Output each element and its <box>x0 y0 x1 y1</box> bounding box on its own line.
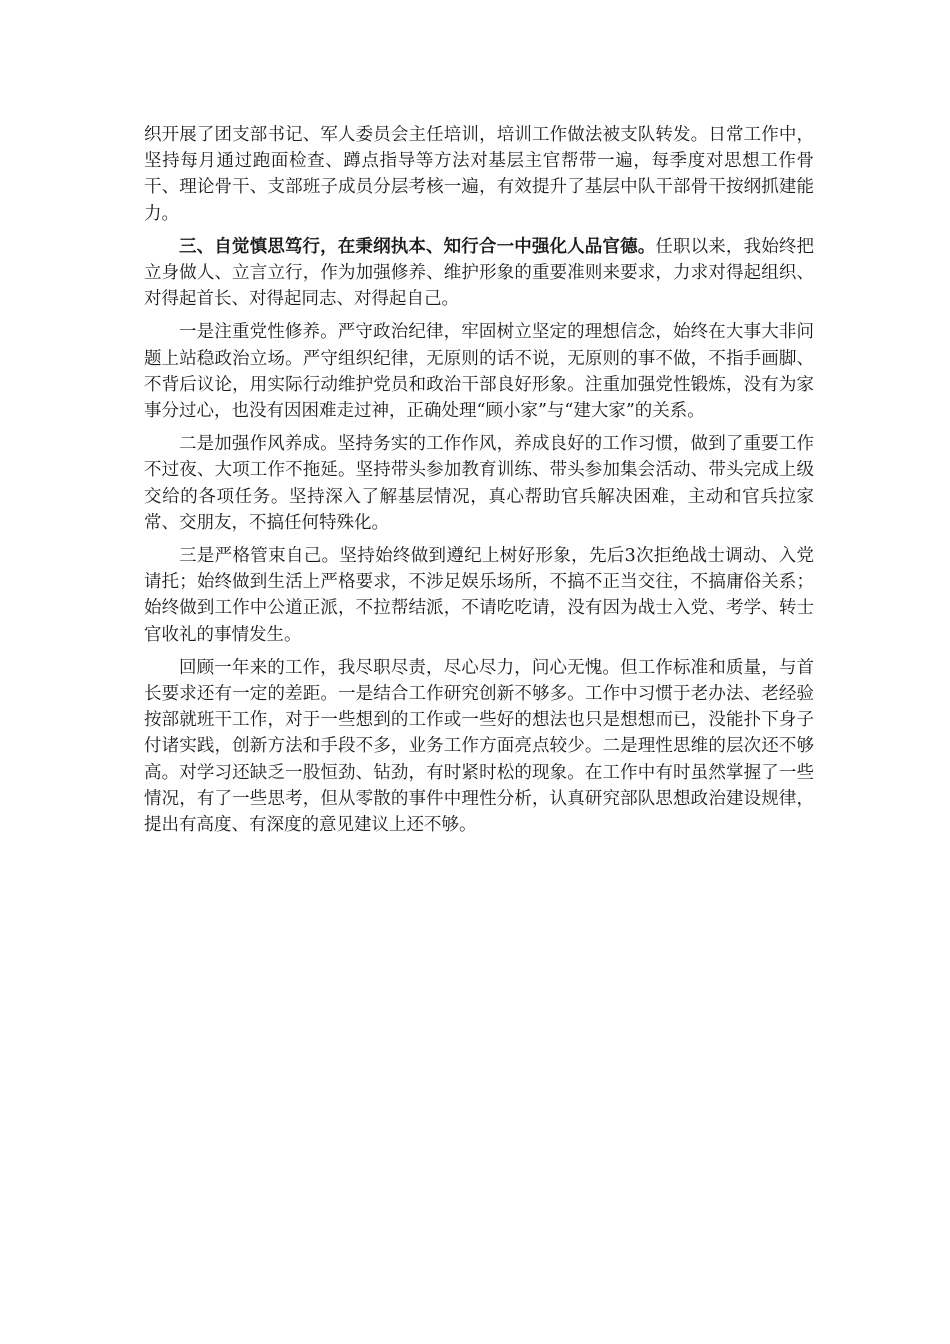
document-body <box>144 122 814 845</box>
paragraph-3-text: 一是注重党性修养。严守政治纪律，牢固树立坚定的理想信念，始终在大事大非问题上站稳政治立场。严守组织纪律，无原则的话不说，无原则的事不做，不指手画脚、不背后议论，用实际行动维护党员和政治干部良好形象。注重加强党性锻炼，没有为家事分过心，也没有因困难走过神，正确处理“顾小家”与“建大家”的关系。 <box>144 322 814 422</box>
paragraph-1 <box>144 122 814 227</box>
section-heading: 三、自觉慎思笃行，在秉纲执本、知行合一中强化人品官德。 <box>179 236 656 257</box>
paragraph-2-text: 任职以来，我始终把立身做人、立言立行，作为加强修养、维护形象的重要准则来要求，力求对得起组织、对得起首长、对得起同志、对得起自己。 <box>144 236 815 310</box>
paragraph-5-text: 三是严格管束自己。坚持始终做到遵纪上树好形象，先后3次拒绝战士调动、入党请托；始终做到生活上严格要求，不涉足娱乐场所，不搞不正当交往，不搞庸俗关系；始终做到工作中公道正派，不拉帮结派，不请吃吃请，没有因为战士入党、考学、转士官收礼的事情发生。 <box>144 546 814 645</box>
paragraph-3 <box>144 319 814 424</box>
paragraph-1-text: 织开展了团支部书记、军人委员会主任培训，培训工作做法被支队转发。日常工作中，坚持每月通过跑面检查、蹲点指导等方法对基层主官帮带一遍，每季度对思想工作骨干、理论骨干、支部班子成员分层考核一遍，有效提升了基层中队干部骨干按纲抓建能力。 <box>144 125 814 224</box>
paragraph-6 <box>144 655 814 838</box>
paragraph-6-text: 回顾一年来的工作，我尽职尽责，尽心尽力，问心无愧。但工作标准和质量，与首长要求还有一定的差距。一是结合工作研究创新不够多。工作中习惯于老办法、老经验按部就班干工作，对于一些想到的工作或一些好的想法也只是想想而已，没能扑下身子付诸实践，创新方法和手段不多，业务工作方面亮点较少。二是理性思维的层次还不够高。对学习还缺乏一股恒劲、钻劲，有时紧时松的现象。在工作中有时虽然掌握了一些情况，有了一些思考，但从零散的事件中理性分析，认真研究部队思想政治建设规律，提出有高度、有深度的意见建议上还不够。 <box>144 657 814 836</box>
paragraph-5 <box>144 543 814 648</box>
paragraph-4 <box>144 431 814 536</box>
paragraph-4-text: 二是加强作风养成。坚持务实的工作作风，养成良好的工作习惯，做到了重要工作不过夜、大项工作不拖延。坚持带头参加教育训练、带头参加集会活动、带头完成上级交给的各项任务。坚持深入了解基层情况，真心帮助官兵解决困难，主动和官兵拉家常、交朋友，不搞任何特殊化。 <box>144 434 814 533</box>
paragraph-2 <box>144 234 814 313</box>
